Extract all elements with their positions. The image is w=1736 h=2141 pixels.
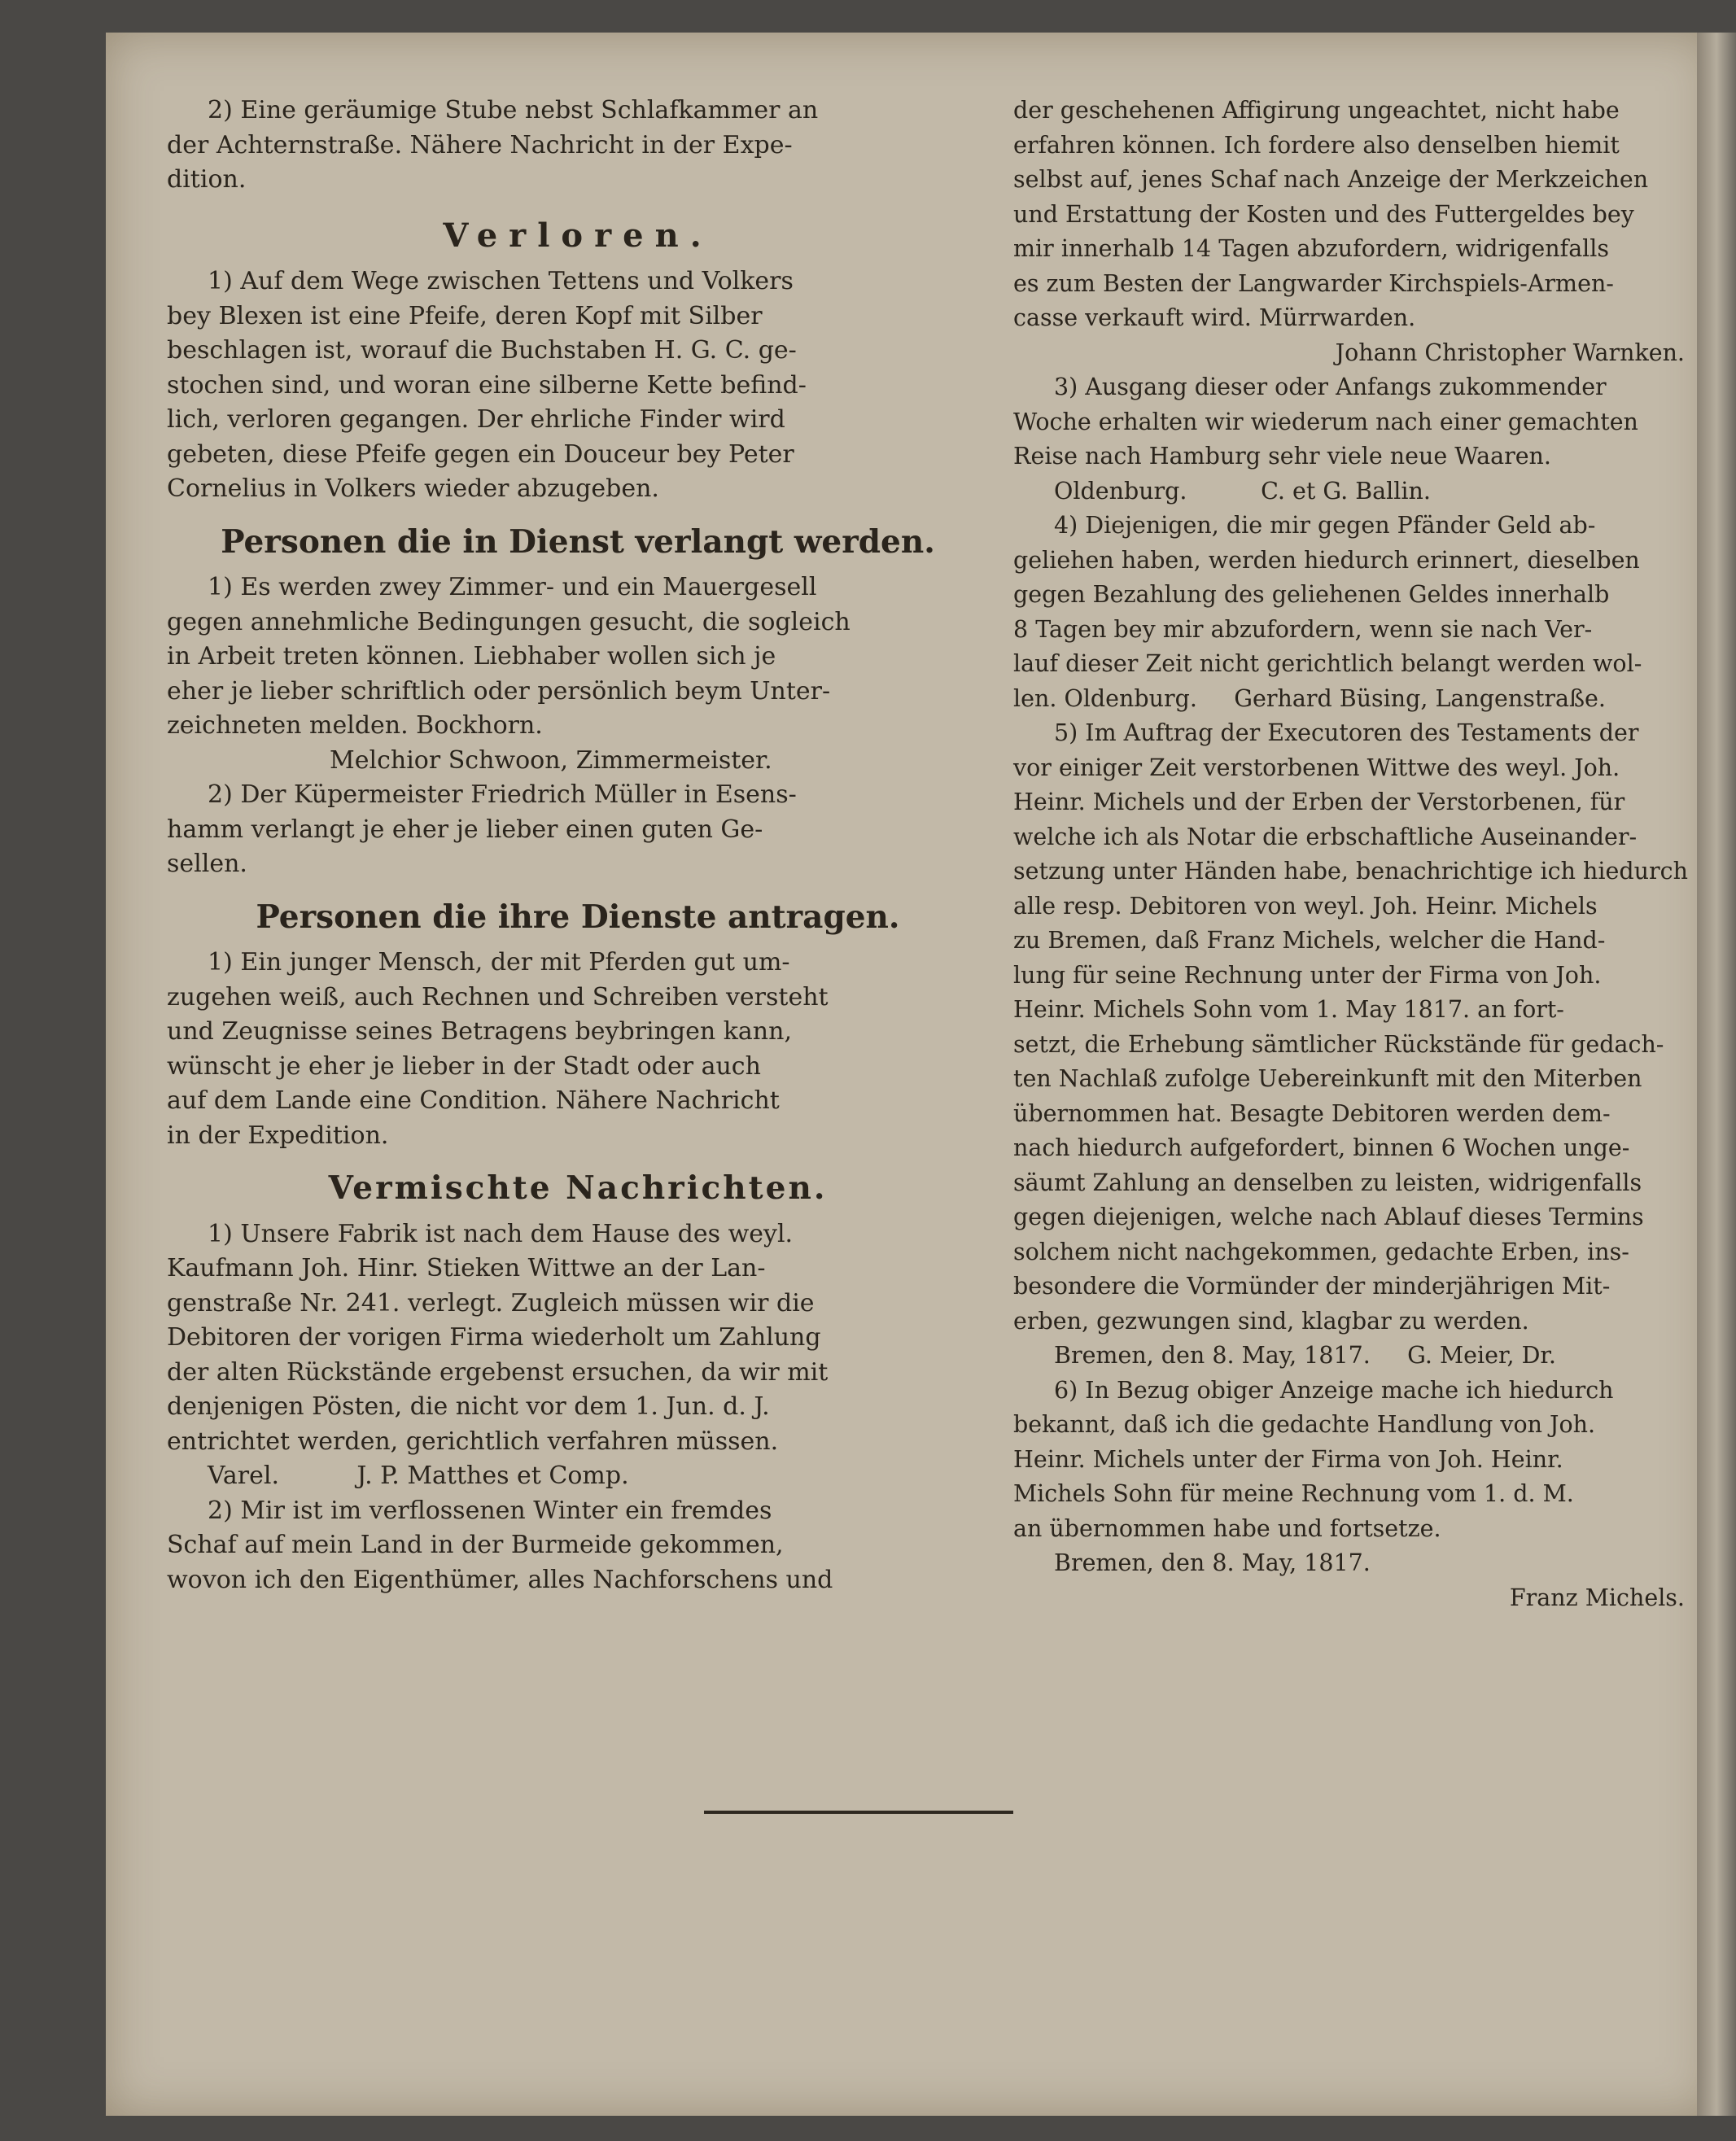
text-line: bey Blexen ist eine Pfeife, deren Kopf mit Silber xyxy=(167,301,763,330)
notice-vermischte-2-continued xyxy=(1013,94,1701,370)
left-column xyxy=(167,94,989,1597)
notice-verlangt-2 xyxy=(167,778,989,882)
text-line: Debitoren der vorigen Firma wiederholt um Zahlung xyxy=(167,1323,821,1352)
text-line: wünscht je eher je lieber in der Stadt oder auch xyxy=(167,1051,761,1081)
text-line: und Zeugnisse seines Betragens beybringen kann, xyxy=(167,1017,792,1046)
text-line: 1) Unsere Fabrik ist nach dem Hause des weyl. xyxy=(208,1219,794,1248)
text-line: Reise nach Hamburg sehr viele neue Waaren. xyxy=(1013,443,1551,470)
text-line: lauf dieser Zeit nicht gerichtlich belangt werden wol- xyxy=(1013,650,1642,677)
text-line: 1) Ein junger Mensch, der mit Pferden gut um- xyxy=(208,948,790,977)
text-line: 1) Es werden zwey Zimmer- und ein Mauergesell xyxy=(208,573,817,601)
text-line: Heinr. Michels und der Erben der Verstorbenen, für xyxy=(1013,789,1625,815)
text-line: in Arbeit treten können. Liebhaber wollen sich je xyxy=(167,642,776,671)
text-line: zu Bremen, daß Franz Michels, welcher die Hand- xyxy=(1013,927,1606,954)
text-line: solchem nicht nachgekommen, gedachte Erben, ins- xyxy=(1013,1238,1629,1265)
text-line: entrichtet werden, gerichtlich verfahren müssen. xyxy=(167,1427,779,1456)
text-line: 5) Im Auftrag der Executoren des Testaments der xyxy=(1054,719,1639,746)
text-line: sellen. xyxy=(167,850,247,878)
text-line: 3) Ausgang dieser oder Anfangs zukommender xyxy=(1054,374,1607,400)
section-heading-dienst-verlangt: Personen die in Dienst verlangt werden. xyxy=(221,522,935,561)
text-line: der Achternstraße. Nähere Nachricht in der Expe- xyxy=(167,130,793,159)
signature-line: Johann Christopher Warnken. xyxy=(1335,339,1685,366)
text-line: gegen diejenigen, welche nach Ablauf dieses Termins xyxy=(1013,1204,1644,1230)
text-line: Michels Sohn für meine Rechnung vom 1. d. M. xyxy=(1013,1480,1574,1507)
text-line: setzt, die Erhebung sämtlicher Rückstände für gedach- xyxy=(1013,1030,1664,1058)
text-line: übernommen hat. Besagte Debitoren werden dem- xyxy=(1013,1099,1611,1127)
signature-line: Bremen, den 8. May, 1817. G. Meier, Dr. xyxy=(1054,1342,1556,1369)
text-line: gegen Bezahlung des geliehenen Geldes innerhalb xyxy=(1013,581,1610,608)
notice-antragen-1 xyxy=(167,946,989,1153)
text-line: 2) Mir ist im verflossenen Winter ein fremdes xyxy=(208,1496,772,1525)
text-line: und Erstattung der Kosten und des Futtergeldes bey xyxy=(1013,200,1634,228)
page-edge xyxy=(1697,33,1736,2116)
text-line: lung für seine Rechnung unter der Firma von Joh. xyxy=(1013,961,1602,989)
text-line: stochen sind, und woran eine silberne Kette befind- xyxy=(167,370,807,400)
text-line: 6) In Bezug obiger Anzeige mache ich hiedurch xyxy=(1054,1376,1614,1404)
notice-vermischte-3 xyxy=(1013,370,1701,509)
text-line: nach hiedurch aufgefordert, binnen 6 Wochen unge- xyxy=(1013,1134,1630,1161)
text-line: der alten Rückstände ergebenst ersuchen, da wir mit xyxy=(167,1357,829,1387)
text-line: in der Expedition. xyxy=(167,1121,389,1150)
text-line: genstraße Nr. 241. verlegt. Zugleich müssen wir die xyxy=(167,1288,815,1317)
text-line: len. Oldenburg. Gerhard Büsing, Langenstraße. xyxy=(1013,684,1606,712)
text-line: Heinr. Michels unter der Firma von Joh. Heinr. xyxy=(1013,1445,1563,1473)
text-line: 4) Diejenigen, die mir gegen Pfänder Geld ab- xyxy=(1054,512,1596,539)
text-line: erben, gezwungen sind, klagbar zu werden. xyxy=(1013,1307,1529,1335)
end-rule xyxy=(704,1811,1013,1814)
text-line: der geschehenen Affigirung ungeachtet, nicht habe xyxy=(1013,97,1620,124)
text-line: wovon ich den Eigenthümer, alles Nachforschens und xyxy=(167,1565,833,1594)
text-line: auf dem Lande eine Condition. Nähere Nachricht xyxy=(167,1086,780,1115)
text-line: geliehen haben, werden hiedurch erinnert, dieselben xyxy=(1013,546,1640,574)
text-line: alle resp. Debitoren von weyl. Joh. Heinr. Michels xyxy=(1013,892,1598,920)
text-line: vor einiger Zeit verstorbenen Wittwe des weyl. Joh. xyxy=(1013,754,1620,781)
text-line: gegen annehmliche Bedingungen gesucht, die sogleich xyxy=(167,607,851,636)
text-line: Heinr. Michels Sohn vom 1. May 1817. an fort- xyxy=(1013,996,1564,1023)
text-line: erfahren können. Ich fordere also denselben hiemit xyxy=(1013,131,1620,159)
signature-line: Franz Michels. xyxy=(1509,1584,1685,1611)
text-line: Schaf auf mein Land in der Burmeide gekommen, xyxy=(167,1531,784,1559)
text-line: es zum Besten der Langwarder Kirchspiels-Armen- xyxy=(1013,269,1614,297)
text-line: mir innerhalb 14 Tagen abzufordern, widrigenfalls xyxy=(1013,235,1610,262)
text-line: 2) Der Küpermeister Friedrich Müller in Esens- xyxy=(208,780,797,809)
signature-line: Melchior Schwoon, Zimmermeister. xyxy=(330,745,772,775)
text-line: hamm verlangt je eher je lieber einen guten Ge- xyxy=(167,815,763,844)
text-line: lich, verloren gegangen. Der ehrliche Finder wird xyxy=(167,405,785,434)
text-line: besondere die Vormünder der minderjährigen Mit- xyxy=(1013,1273,1611,1300)
text-line: ten Nachlaß zufolge Uebereinkunft mit den Miterben xyxy=(1013,1065,1642,1092)
text-line: casse verkauft wird. Mürrwarden. xyxy=(1013,304,1416,331)
text-line: welche ich als Notar die erbschaftliche Auseinander- xyxy=(1013,823,1638,850)
text-line: setzung unter Händen habe, benachrichtige ich hiedurch xyxy=(1013,858,1688,885)
notice-vermischte-4 xyxy=(1013,509,1701,716)
notice-vermischte-5 xyxy=(1013,716,1701,1374)
right-column xyxy=(1013,94,1701,1615)
notice-verlangt-1 xyxy=(167,570,989,778)
text-line: gebeten, diese Pfeife gegen ein Douceur bey Peter xyxy=(167,439,794,469)
text-line: bekannt, daß ich die gedachte Handlung von Joh. xyxy=(1013,1411,1596,1438)
notice-vermischte-2 xyxy=(167,1494,989,1598)
section-heading-vermischte-nachrichten: Vermischte Nachrichten. xyxy=(328,1169,828,1207)
text-line: zugehen weiß, auch Rechnen und Schreiben versteht xyxy=(167,982,829,1012)
text-line: an übernommen habe und fortsetze. xyxy=(1013,1514,1441,1542)
text-line: Kaufmann Joh. Hinr. Stieken Wittwe an der Lan- xyxy=(167,1254,766,1282)
notice-verloren-1 xyxy=(167,264,989,507)
notice-vermischte-6 xyxy=(1013,1374,1701,1616)
text-line: dition. xyxy=(167,165,247,194)
text-line: Woche erhalten wir wiederum nach einer gemachten xyxy=(1013,408,1638,435)
text-line: 1) Auf dem Wege zwischen Tettens und Volkers xyxy=(208,267,794,295)
text-line: Cornelius in Volkers wieder abzugeben. xyxy=(167,474,659,503)
text-line: säumt Zahlung an denselben zu leisten, widrigenfalls xyxy=(1013,1169,1642,1196)
signature-line: Oldenburg. C. et G. Ballin. xyxy=(1054,477,1431,505)
intro-notice xyxy=(167,94,989,198)
text-line: eher je lieber schriftlich oder persönlich beym Unter- xyxy=(167,676,831,706)
text-line: zeichneten melden. Bockhorn. xyxy=(167,711,543,740)
notice-vermischte-1 xyxy=(167,1217,989,1494)
signature-line: Varel. J. P. Matthes et Comp. xyxy=(208,1462,629,1490)
text-line: beschlagen ist, worauf die Buchstaben H. G. C. ge- xyxy=(167,336,797,365)
section-heading-verloren: Verloren. xyxy=(443,216,713,255)
text-line: selbst auf, jenes Schaf nach Anzeige der Merkzeichen xyxy=(1013,166,1649,193)
text-line: 2) Eine geräumige Stube nebst Schlafkammer an xyxy=(208,96,819,125)
section-heading-dienste-antragen: Personen die ihre Dienste antragen. xyxy=(256,898,900,936)
text-line: denjenigen Pösten, die nicht vor dem 1. Jun. d. J. xyxy=(167,1392,770,1421)
date-line: Bremen, den 8. May, 1817. xyxy=(1054,1549,1371,1576)
text-line: 8 Tagen bey mir abzufordern, wenn sie nach Ver- xyxy=(1013,615,1593,643)
